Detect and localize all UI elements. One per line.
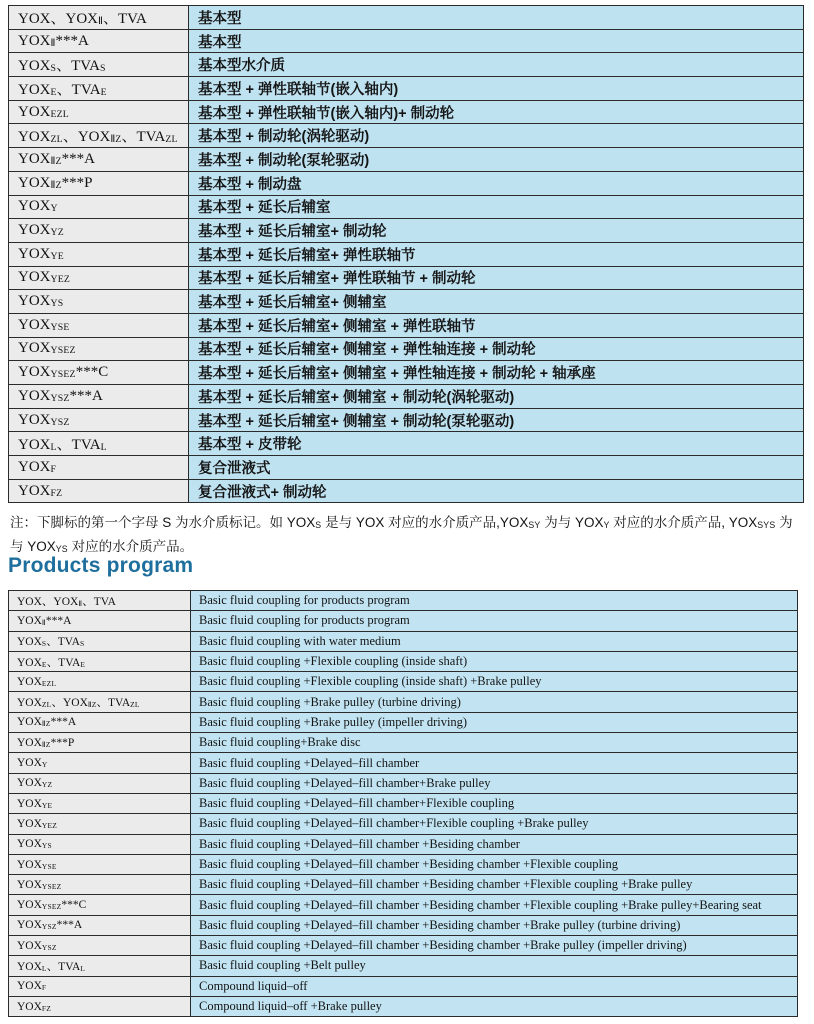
description-cell: 基本型 [189,29,804,53]
description-cell: 基本型 + 延长后辅室+ 侧辅室 + 弹性轴连接 + 制动轮 + 轴承座 [189,361,804,385]
description-cell: 基本型 + 延长后辅室+ 弹性联轴节 + 制动轮 [189,266,804,290]
description-cell: 基本型 + 延长后辅室+ 制动轮 [189,219,804,243]
table-row [9,219,804,243]
description-cell: Basic fluid coupling +Delayed–fill chamber +Besiding chamber +Flexible coupling +Brake pulley+Bearing seat [191,895,798,915]
footnote: 注：下脚标的第一个字母 S 为水介质标记。如 $YOX_S$ 是与 YOX 对应的水介质产品$,YOX_{SY}$ 为与 $YOX_Y$ 对应的水介质产品, $YOX_{SYS}$ 为与 $YOX_{YS}$ 对应的水介质产品。 [10,515,793,554]
description-cell: Basic fluid coupling +Delayed–fill chamber +Besiding chamber +Flexible coupling [191,854,798,874]
table-row [9,591,798,611]
description-cell: Basic fluid coupling +Delayed–fill chamber +Besiding chamber +Flexible coupling +Brake pulley [191,875,798,895]
section-heading: Products program [8,554,194,577]
description-cell: Basic fluid coupling for products program [191,591,798,611]
model-cell: $YOX_{YSEZ}***C$ [9,895,191,915]
model-cell: $YOX_{YZ}$ [9,773,191,793]
description-cell: 基本型 + 延长后辅室+ 弹性联轴节 [189,242,804,266]
model-cell: $YOX_Y$ [9,753,191,773]
table-row [9,100,804,124]
table-row [9,834,798,854]
table-row [9,895,798,915]
table-row [9,242,804,266]
description-cell: Basic fluid coupling +Flexible coupling (inside shaft) +Brake pulley [191,672,798,692]
model-cell: $YOX_{YSZ}$ [9,408,189,432]
description-cell: Basic fluid coupling +Delayed–fill chamber +Besiding chamber +Brake pulley (turbine driving) [191,915,798,935]
table-row [9,361,804,385]
model-cell: $YOX_{YSE}$ [9,313,189,337]
model-cell: $YOX_{ⅡZ}***A$ [9,148,189,172]
description-cell: Basic fluid coupling +Delayed–fill chamber +Besiding chamber [191,834,798,854]
model-cell: $YOX_L$、$TVA_L$ [9,432,189,456]
table-row [9,408,804,432]
model-cell: $YOX_Ⅱ***A$ [9,611,191,631]
description-cell: 基本型 + 延长后辅室+ 侧辅室 [189,290,804,314]
table-row [9,611,798,631]
table-row [9,29,804,53]
model-cell: $YOX_S$、$TVA_S$ [9,53,189,77]
table-row [9,124,804,148]
description-cell: 基本型 + 弹性联轴节(嵌入轴内) [189,77,804,101]
model-cell: $YOX_{YSEZ}$ [9,875,191,895]
description-cell: Basic fluid coupling +Delayed–fill chamber+Flexible coupling +Brake pulley [191,814,798,834]
table-row [9,915,798,935]
description-cell: 基本型 + 延长后辅室+ 侧辅室 + 弹性联轴节 [189,313,804,337]
table-row [9,631,798,651]
table-row [9,385,804,409]
table-row [9,753,798,773]
table-row [9,733,798,753]
model-cell: $YOX_{EZL}$ [9,672,191,692]
model-cell: $YOX_{ⅡZ}***P$ [9,733,191,753]
description-cell: 基本型 + 制动轮(涡轮驱动) [189,124,804,148]
model-cell: $YOX_{YEZ}$ [9,266,189,290]
description-cell: Basic fluid coupling+Brake disc [191,733,798,753]
description-cell: 基本型水介质 [189,53,804,77]
description-cell: Basic fluid coupling for products program [191,611,798,631]
description-cell: 基本型 + 弹性联轴节(嵌入轴内)+ 制动轮 [189,100,804,124]
table-row [9,854,798,874]
model-cell: $YOX_L$、$TVA_L$ [9,956,191,976]
model-cell: YOX、$YOX_Ⅱ$、TVA [9,6,189,30]
products-table-en-body [9,591,798,1017]
model-cell: $YOX_{YSEZ}$ [9,337,189,361]
model-cell: $YOX_{YSEZ}***C$ [9,361,189,385]
model-cell: $YOX_{YSZ}$ [9,936,191,956]
table-row [9,195,804,219]
table-row [9,814,798,834]
description-cell: Basic fluid coupling +Delayed–fill chamber+Flexible coupling [191,793,798,813]
table-row [9,337,804,361]
table-row [9,432,804,456]
description-cell: Basic fluid coupling +Flexible coupling (inside shaft) [191,651,798,671]
model-cell: $YOX_S$、$TVA_S$ [9,631,191,651]
model-cell: $YOX_F$ [9,976,191,996]
table-row [9,773,798,793]
table-row [9,875,798,895]
table-row [9,936,798,956]
model-cell: $YOX_{YEZ}$ [9,814,191,834]
description-cell: Basic fluid coupling +Brake pulley (turbine driving) [191,692,798,712]
table-row [9,313,804,337]
products-table-cn [8,5,804,503]
description-cell: 基本型 + 延长后辅室 [189,195,804,219]
description-cell: Basic fluid coupling +Brake pulley (impeller driving) [191,712,798,732]
description-cell: 基本型 + 制动盘 [189,171,804,195]
table-row [9,712,798,732]
model-cell: $YOX_{YSZ}***A$ [9,915,191,935]
model-cell: $YOX_{YSZ}***A$ [9,385,189,409]
description-cell: 基本型 + 皮带轮 [189,432,804,456]
table-row [9,456,804,480]
products-table-cn-body [9,6,804,503]
model-cell: YOX、$YOX_Ⅱ$、TVA [9,591,191,611]
description-cell: 基本型 [189,6,804,30]
table-row [9,171,804,195]
model-cell: $YOX_{ZL}$、$YOX_{ⅡZ}$、$TVA_{ZL}$ [9,692,191,712]
model-cell: $YOX_{YS}$ [9,290,189,314]
description-cell: Compound liquid–off +Brake pulley [191,996,798,1016]
model-cell: $YOX_F$ [9,456,189,480]
model-cell: $YOX_Ⅱ***A$ [9,29,189,53]
description-cell: 基本型 + 延长后辅室+ 侧辅室 + 制动轮(涡轮驱动) [189,385,804,409]
table-row [9,672,798,692]
table-row [9,479,804,503]
description-cell: Basic fluid coupling +Belt pulley [191,956,798,976]
table-row [9,956,798,976]
description-cell: 复合泄液式 [189,456,804,480]
description-cell: 基本型 + 延长后辅室+ 侧辅室 + 制动轮(泵轮驱动) [189,408,804,432]
table-row [9,290,804,314]
model-cell: $YOX_Y$ [9,195,189,219]
table-row [9,266,804,290]
model-cell: $YOX_E$、$TVA_E$ [9,77,189,101]
table-row [9,793,798,813]
products-table-en [8,590,798,1017]
model-cell: $YOX_{ⅡZ}***P$ [9,171,189,195]
description-cell: Basic fluid coupling +Delayed–fill chamber [191,753,798,773]
model-cell: $YOX_{ⅡZ}***A$ [9,712,191,732]
model-cell: $YOX_{YSE}$ [9,854,191,874]
table-row [9,6,804,30]
model-cell: $YOX_{YZ}$ [9,219,189,243]
table-row [9,976,798,996]
model-cell: $YOX_{FZ}$ [9,996,191,1016]
model-cell: $YOX_{FZ}$ [9,479,189,503]
model-cell: $YOX_{YE}$ [9,242,189,266]
description-cell: 基本型 + 延长后辅室+ 侧辅室 + 弹性轴连接 + 制动轮 [189,337,804,361]
description-cell: Basic fluid coupling +Delayed–fill chamber +Besiding chamber +Brake pulley (impeller driving) [191,936,798,956]
model-cell: $YOX_{YS}$ [9,834,191,854]
description-cell: 基本型 + 制动轮(泵轮驱动) [189,148,804,172]
model-cell: $YOX_{ZL}$、$YOX_{ⅡZ}$、$TVA_{ZL}$ [9,124,189,148]
table-row [9,77,804,101]
description-cell: Basic fluid coupling with water medium [191,631,798,651]
description-cell: Compound liquid–off [191,976,798,996]
model-cell: $YOX_{EZL}$ [9,100,189,124]
table-row [9,692,798,712]
table-row [9,651,798,671]
model-cell: $YOX_E$、$TVA_E$ [9,651,191,671]
description-cell: Basic fluid coupling +Delayed–fill chamber+Brake pulley [191,773,798,793]
table-row [9,996,798,1016]
description-cell: 复合泄液式+ 制动轮 [189,479,804,503]
model-cell: $YOX_{YE}$ [9,793,191,813]
table-row [9,148,804,172]
table-row [9,53,804,77]
